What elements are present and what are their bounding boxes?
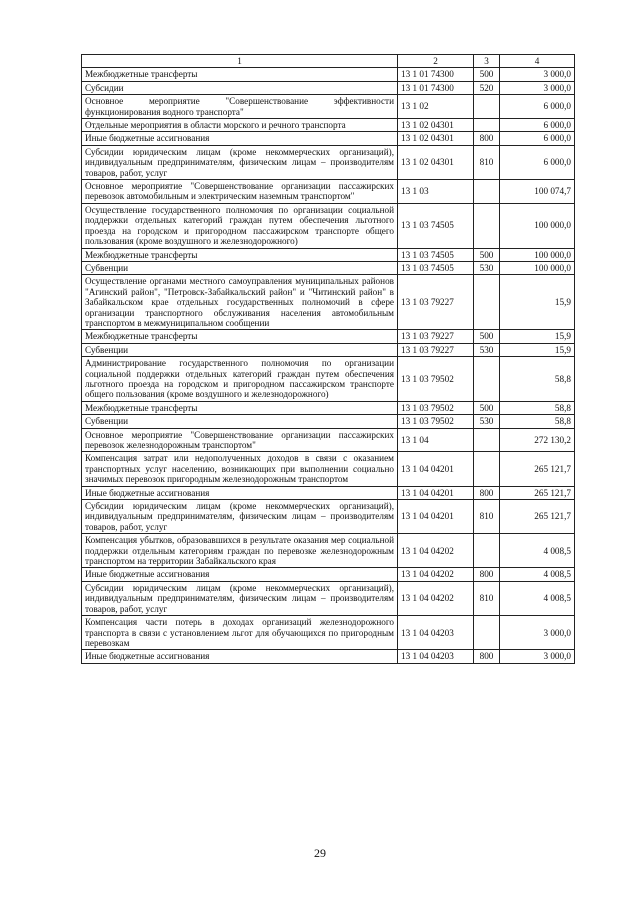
row-code-cell: 13 1 03 74505: [398, 203, 474, 248]
row-amount-cell: 3 000,0: [500, 650, 575, 663]
row-expense-type-cell: 500: [474, 401, 500, 414]
row-amount-cell: 3 000,0: [500, 81, 575, 94]
row-name-cell: Межбюджетные трансферты: [82, 68, 398, 81]
table-row: [82, 415, 575, 428]
row-amount-cell: 6 000,0: [500, 95, 575, 119]
row-amount-cell: 4 008,5: [500, 581, 575, 615]
row-code-cell: 13 1 02 04301: [398, 145, 474, 179]
row-expense-type-cell: [474, 616, 500, 650]
row-amount-cell: 15,9: [500, 330, 575, 343]
row-expense-type-cell: 800: [474, 486, 500, 499]
row-expense-type-cell: 800: [474, 132, 500, 145]
row-expense-type-cell: 530: [474, 261, 500, 274]
row-code-cell: 13 1 04 04202: [398, 534, 474, 568]
row-code-cell: 13 1 04 04202: [398, 568, 474, 581]
table-row: [82, 95, 575, 119]
page-number: 29: [314, 846, 326, 860]
row-expense-type-cell: [474, 534, 500, 568]
row-code-cell: 13 1 02: [398, 95, 474, 119]
table-row: [82, 119, 575, 132]
row-expense-type-cell: [474, 357, 500, 402]
row-amount-cell: 100 000,0: [500, 261, 575, 274]
row-expense-type-cell: 530: [474, 415, 500, 428]
row-code-cell: 13 1 03 79502: [398, 357, 474, 402]
row-name-cell: Межбюджетные трансферты: [82, 401, 398, 414]
row-code-cell: 13 1 02 04301: [398, 132, 474, 145]
table-row: [82, 132, 575, 145]
row-name-cell: Субвенции: [82, 343, 398, 356]
header-col-3: 3: [474, 55, 500, 68]
row-code-cell: 13 1 03 74505: [398, 248, 474, 261]
row-code-cell: 13 1 02 04301: [398, 119, 474, 132]
table-row: [82, 81, 575, 94]
table-row: [82, 68, 575, 81]
row-expense-type-cell: 810: [474, 145, 500, 179]
row-name-cell: Субсидии юридическим лицам (кроме некоммерческих организаций), индивидуальным предпринимателям, физическим лицам – производителям товаров, работ, услуг: [82, 581, 398, 615]
table-row: [82, 428, 575, 452]
row-expense-type-cell: [474, 95, 500, 119]
table-row: [82, 534, 575, 568]
row-name-cell: Субсидии юридическим лицам (кроме некоммерческих организаций), индивидуальным предпринимателям, физическим лицам – производителям товаров, работ, услуг: [82, 500, 398, 534]
row-code-cell: 13 1 01 74300: [398, 68, 474, 81]
row-expense-type-cell: 500: [474, 248, 500, 261]
row-name-cell: Администрирование государственного полномочия по организации социальной поддержки отдельных категорий граждан путем обеспечения льготного проезда на городском и пригородном пассажирском транспорте общего пользования (кроме воздушного и железнодорожного): [82, 357, 398, 402]
row-amount-cell: 6 000,0: [500, 132, 575, 145]
row-code-cell: 13 1 04 04201: [398, 452, 474, 486]
table-row: [82, 180, 575, 204]
row-code-cell: 13 1 03 79227: [398, 275, 474, 330]
row-name-cell: Иные бюджетные ассигнования: [82, 568, 398, 581]
row-expense-type-cell: 500: [474, 330, 500, 343]
row-expense-type-cell: 800: [474, 650, 500, 663]
row-expense-type-cell: 530: [474, 343, 500, 356]
row-name-cell: Субвенции: [82, 415, 398, 428]
header-col-2: 2: [398, 55, 474, 68]
table-row: [82, 500, 575, 534]
row-code-cell: 13 1 01 74300: [398, 81, 474, 94]
row-code-cell: 13 1 03 79502: [398, 401, 474, 414]
row-name-cell: Компенсация части потерь в доходах организаций железнодорожного транспорта в связи с установлением льгот для обучающихся по пригородным перевозкам: [82, 616, 398, 650]
header-row: [82, 55, 575, 68]
table-row: [82, 486, 575, 499]
budget-table: [81, 54, 575, 664]
row-name-cell: Иные бюджетные ассигнования: [82, 486, 398, 499]
row-amount-cell: 3 000,0: [500, 616, 575, 650]
row-name-cell: Компенсация затрат или недополученных доходов в связи с оказанием транспортных услуг населению, возникающих при выполнении социально значимых перевозок пригородным железнодорожным транспортом: [82, 452, 398, 486]
row-name-cell: Отдельные мероприятия в области морского и речного транспорта: [82, 119, 398, 132]
row-name-cell: Основное мероприятие "Совершенствование организации пассажирских перевозок железнодорожным транспортом": [82, 428, 398, 452]
row-name-cell: Основное мероприятие "Совершенствование эффективности функционирования водного транспорта": [82, 95, 398, 119]
row-expense-type-cell: 810: [474, 500, 500, 534]
row-expense-type-cell: 810: [474, 581, 500, 615]
row-amount-cell: 3 000,0: [500, 68, 575, 81]
table-row: [82, 145, 575, 179]
row-code-cell: 13 1 04 04203: [398, 616, 474, 650]
row-name-cell: Основное мероприятие "Совершенствование организации пассажирских перевозок автомобильным и электрическим наземным транспортом": [82, 180, 398, 204]
row-expense-type-cell: [474, 203, 500, 248]
row-name-cell: Субсидии: [82, 81, 398, 94]
row-code-cell: 13 1 04 04201: [398, 486, 474, 499]
row-expense-type-cell: [474, 180, 500, 204]
row-code-cell: 13 1 04: [398, 428, 474, 452]
row-code-cell: 13 1 03 79227: [398, 343, 474, 356]
table-row: [82, 357, 575, 402]
row-expense-type-cell: [474, 428, 500, 452]
row-expense-type-cell: [474, 119, 500, 132]
row-amount-cell: 100 074,7: [500, 180, 575, 204]
table-row: [82, 452, 575, 486]
row-name-cell: Иные бюджетные ассигнования: [82, 132, 398, 145]
row-name-cell: Межбюджетные трансферты: [82, 248, 398, 261]
row-name-cell: Межбюджетные трансферты: [82, 330, 398, 343]
table-row: [82, 650, 575, 663]
table-row: [82, 343, 575, 356]
table-row: [82, 203, 575, 248]
table-row: [82, 401, 575, 414]
row-code-cell: 13 1 03 79227: [398, 330, 474, 343]
table-row: [82, 616, 575, 650]
table-row: [82, 330, 575, 343]
row-code-cell: 13 1 04 04201: [398, 500, 474, 534]
row-expense-type-cell: 520: [474, 81, 500, 94]
row-amount-cell: 58,8: [500, 401, 575, 414]
row-amount-cell: 58,8: [500, 415, 575, 428]
row-amount-cell: 265 121,7: [500, 452, 575, 486]
row-amount-cell: 272 130,2: [500, 428, 575, 452]
row-name-cell: Субсидии юридическим лицам (кроме некоммерческих организаций), индивидуальным предпринимателям, физическим лицам – производителям товаров, работ, услуг: [82, 145, 398, 179]
row-code-cell: 13 1 04 04203: [398, 650, 474, 663]
header-col-4: 4: [500, 55, 575, 68]
row-name-cell: Иные бюджетные ассигнования: [82, 650, 398, 663]
row-name-cell: Субвенции: [82, 261, 398, 274]
row-code-cell: 13 1 03 79502: [398, 415, 474, 428]
table-row: [82, 581, 575, 615]
row-code-cell: 13 1 04 04202: [398, 581, 474, 615]
row-amount-cell: 58,8: [500, 357, 575, 402]
row-expense-type-cell: [474, 275, 500, 330]
row-name-cell: Осуществление органами местного самоуправления муниципальных районов "Агинский район", "Петровск-Забайкальский район" и "Читинский район" в Забайкальском крае отдельных государственных полномочий в сфере организации транспортного обслуживания населения автомобильным транспортом в межмуниципальном сообщении: [82, 275, 398, 330]
row-code-cell: 13 1 03 74505: [398, 261, 474, 274]
row-amount-cell: 15,9: [500, 343, 575, 356]
row-expense-type-cell: 800: [474, 568, 500, 581]
row-code-cell: 13 1 03: [398, 180, 474, 204]
row-name-cell: Осуществление государственного полномочия по организации социальной поддержки отдельных категорий граждан путем обеспечения льготного проезда на городском и пригородном пассажирском транспорте общего пользования (кроме воздушного и железнодорожного): [82, 203, 398, 248]
table-row: [82, 275, 575, 330]
row-amount-cell: 15,9: [500, 275, 575, 330]
table-row: [82, 568, 575, 581]
table-row: [82, 261, 575, 274]
row-expense-type-cell: 500: [474, 68, 500, 81]
row-amount-cell: 100 000,0: [500, 203, 575, 248]
header-col-1: 1: [82, 55, 398, 68]
row-amount-cell: 4 008,5: [500, 568, 575, 581]
row-amount-cell: 265 121,7: [500, 500, 575, 534]
row-name-cell: Компенсация убытков, образовавшихся в результате оказания мер социальной поддержки отдельным категориям граждан по перевозке железнодорожным транспортом на территории Забайкальского края: [82, 534, 398, 568]
table-body: [82, 68, 575, 663]
row-amount-cell: 6 000,0: [500, 119, 575, 132]
row-amount-cell: 100 000,0: [500, 248, 575, 261]
row-expense-type-cell: [474, 452, 500, 486]
row-amount-cell: 265 121,7: [500, 486, 575, 499]
row-amount-cell: 4 008,5: [500, 534, 575, 568]
table-row: [82, 248, 575, 261]
row-amount-cell: 6 000,0: [500, 145, 575, 179]
table-header: [82, 55, 575, 68]
